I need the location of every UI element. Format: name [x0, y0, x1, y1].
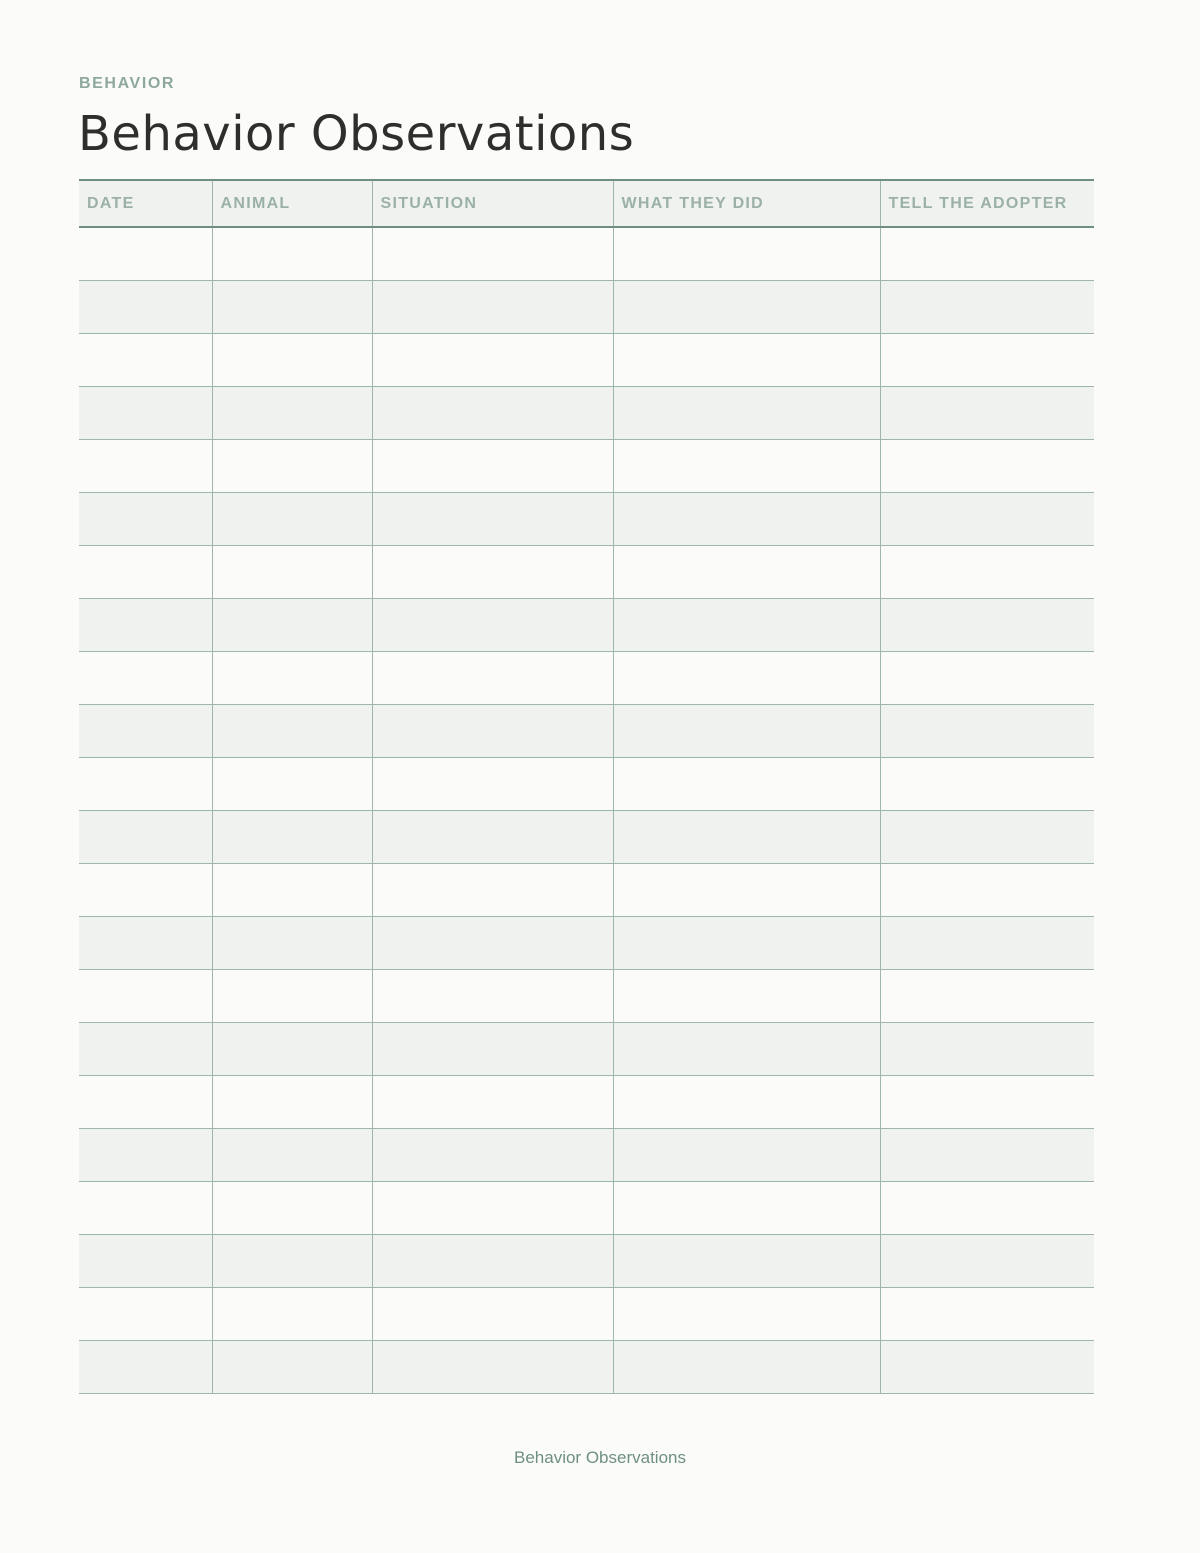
cell-situation[interactable]	[372, 970, 613, 1023]
table-row	[79, 1341, 1094, 1394]
table-row	[79, 227, 1094, 281]
table-header	[79, 180, 1094, 227]
column-header-situation: SITUATION	[372, 180, 613, 227]
cell-what-they-did[interactable]	[613, 1288, 880, 1341]
cell-what-they-did[interactable]	[613, 652, 880, 705]
table-row	[79, 281, 1094, 334]
cell-date[interactable]	[79, 599, 212, 652]
cell-tell-the-adopter[interactable]	[880, 1235, 1094, 1288]
cell-tell-the-adopter[interactable]	[880, 440, 1094, 493]
cell-situation[interactable]	[372, 811, 613, 864]
page-footer: Behavior Observations	[514, 1448, 686, 1467]
column-header-animal: ANIMAL	[212, 180, 372, 227]
cell-animal[interactable]	[212, 1235, 372, 1288]
table-row	[79, 599, 1094, 652]
cell-animal[interactable]	[212, 440, 372, 493]
column-header-tell-the-adopter: TELL THE ADOPTER	[880, 180, 1094, 227]
cell-tell-the-adopter[interactable]	[880, 970, 1094, 1023]
cell-date[interactable]	[79, 546, 212, 599]
cell-animal[interactable]	[212, 1023, 372, 1076]
cell-what-they-did[interactable]	[613, 970, 880, 1023]
cell-situation[interactable]	[372, 758, 613, 811]
cell-tell-the-adopter[interactable]	[880, 1341, 1094, 1394]
cell-tell-the-adopter[interactable]	[880, 493, 1094, 546]
table-body	[79, 227, 1094, 1394]
table-row	[79, 334, 1094, 387]
cell-tell-the-adopter[interactable]	[880, 1076, 1094, 1129]
table-row	[79, 705, 1094, 758]
cell-animal[interactable]	[212, 1341, 372, 1394]
cell-animal[interactable]	[212, 281, 372, 334]
cell-situation[interactable]	[372, 387, 613, 440]
cell-what-they-did[interactable]	[613, 1076, 880, 1129]
cell-situation[interactable]	[372, 334, 613, 387]
table-row	[79, 493, 1094, 546]
cell-date[interactable]	[79, 1341, 212, 1394]
cell-situation[interactable]	[372, 705, 613, 758]
cell-what-they-did[interactable]	[613, 387, 880, 440]
cell-situation[interactable]	[372, 440, 613, 493]
column-header-date: DATE	[79, 180, 212, 227]
cell-what-they-did[interactable]	[613, 1341, 880, 1394]
cell-animal[interactable]	[212, 599, 372, 652]
cell-what-they-did[interactable]	[613, 811, 880, 864]
table-row	[79, 1023, 1094, 1076]
cell-date[interactable]	[79, 1182, 212, 1235]
table-row	[79, 864, 1094, 917]
cell-situation[interactable]	[372, 1288, 613, 1341]
cell-situation[interactable]	[372, 599, 613, 652]
cell-situation[interactable]	[372, 546, 613, 599]
cell-situation[interactable]	[372, 1235, 613, 1288]
table-row	[79, 1076, 1094, 1129]
header-row	[79, 180, 1094, 227]
cell-situation[interactable]	[372, 1341, 613, 1394]
cell-tell-the-adopter[interactable]	[880, 227, 1094, 281]
cell-animal[interactable]	[212, 227, 372, 281]
cell-tell-the-adopter[interactable]	[880, 1182, 1094, 1235]
cell-date[interactable]	[79, 970, 212, 1023]
cell-animal[interactable]	[212, 811, 372, 864]
cell-tell-the-adopter[interactable]	[880, 546, 1094, 599]
cell-date[interactable]	[79, 705, 212, 758]
cell-what-they-did[interactable]	[613, 705, 880, 758]
cell-animal[interactable]	[212, 758, 372, 811]
cell-what-they-did[interactable]	[613, 758, 880, 811]
cell-what-they-did[interactable]	[613, 864, 880, 917]
table-row	[79, 811, 1094, 864]
cell-date[interactable]	[79, 334, 212, 387]
cell-tell-the-adopter[interactable]	[880, 917, 1094, 970]
cell-tell-the-adopter[interactable]	[880, 705, 1094, 758]
cell-tell-the-adopter[interactable]	[880, 334, 1094, 387]
cell-animal[interactable]	[212, 652, 372, 705]
cell-tell-the-adopter[interactable]	[880, 811, 1094, 864]
cell-what-they-did[interactable]	[613, 1129, 880, 1182]
cell-situation[interactable]	[372, 917, 613, 970]
cell-situation[interactable]	[372, 864, 613, 917]
cell-date[interactable]	[79, 652, 212, 705]
cell-date[interactable]	[79, 493, 212, 546]
cell-date[interactable]	[79, 227, 212, 281]
cell-what-they-did[interactable]	[613, 1023, 880, 1076]
cell-date[interactable]	[79, 440, 212, 493]
cell-animal[interactable]	[212, 864, 372, 917]
table-row	[79, 652, 1094, 705]
cell-animal[interactable]	[212, 493, 372, 546]
cell-what-they-did[interactable]	[613, 1182, 880, 1235]
cell-what-they-did[interactable]	[613, 599, 880, 652]
table-row	[79, 1288, 1094, 1341]
cell-what-they-did[interactable]	[613, 440, 880, 493]
cell-date[interactable]	[79, 1076, 212, 1129]
table-row	[79, 917, 1094, 970]
cell-animal[interactable]	[212, 334, 372, 387]
cell-situation[interactable]	[372, 227, 613, 281]
cell-tell-the-adopter[interactable]	[880, 1288, 1094, 1341]
cell-date[interactable]	[79, 281, 212, 334]
page-title: Behavior Observations	[78, 106, 635, 162]
cell-situation[interactable]	[372, 1129, 613, 1182]
cell-what-they-did[interactable]	[613, 546, 880, 599]
cell-tell-the-adopter[interactable]	[880, 599, 1094, 652]
cell-date[interactable]	[79, 1023, 212, 1076]
table-row	[79, 1235, 1094, 1288]
cell-animal[interactable]	[212, 917, 372, 970]
column-header-what-they-did: WHAT THEY DID	[613, 180, 880, 227]
cell-situation[interactable]	[372, 1023, 613, 1076]
cell-what-they-did[interactable]	[613, 334, 880, 387]
table-row	[79, 546, 1094, 599]
cell-animal[interactable]	[212, 546, 372, 599]
cell-date[interactable]	[79, 917, 212, 970]
cell-tell-the-adopter[interactable]	[880, 652, 1094, 705]
table-row	[79, 1129, 1094, 1182]
cell-what-they-did[interactable]	[613, 281, 880, 334]
cell-situation[interactable]	[372, 1182, 613, 1235]
cell-tell-the-adopter[interactable]	[880, 1023, 1094, 1076]
cell-date[interactable]	[79, 387, 212, 440]
cell-what-they-did[interactable]	[613, 1235, 880, 1288]
table-row	[79, 1182, 1094, 1235]
cell-situation[interactable]	[372, 652, 613, 705]
cell-date[interactable]	[79, 1288, 212, 1341]
cell-animal[interactable]	[212, 1288, 372, 1341]
cell-date[interactable]	[79, 1129, 212, 1182]
table-row	[79, 387, 1094, 440]
cell-what-they-did[interactable]	[613, 227, 880, 281]
cell-what-they-did[interactable]	[613, 917, 880, 970]
cell-tell-the-adopter[interactable]	[880, 281, 1094, 334]
cell-animal[interactable]	[212, 970, 372, 1023]
cell-tell-the-adopter[interactable]	[880, 1129, 1094, 1182]
cell-animal[interactable]	[212, 1076, 372, 1129]
cell-date[interactable]	[79, 758, 212, 811]
section-eyebrow: BEHAVIOR	[79, 75, 176, 92]
cell-animal[interactable]	[212, 387, 372, 440]
table-row	[79, 758, 1094, 811]
cell-date[interactable]	[79, 864, 212, 917]
cell-tell-the-adopter[interactable]	[880, 758, 1094, 811]
cell-animal[interactable]	[212, 1129, 372, 1182]
cell-situation[interactable]	[372, 493, 613, 546]
cell-animal[interactable]	[212, 705, 372, 758]
cell-situation[interactable]	[372, 1076, 613, 1129]
observation-table	[79, 179, 1094, 1394]
cell-animal[interactable]	[212, 1182, 372, 1235]
cell-date[interactable]	[79, 1235, 212, 1288]
cell-date[interactable]	[79, 811, 212, 864]
table-row	[79, 440, 1094, 493]
cell-what-they-did[interactable]	[613, 493, 880, 546]
cell-situation[interactable]	[372, 281, 613, 334]
cell-tell-the-adopter[interactable]	[880, 864, 1094, 917]
table-row	[79, 970, 1094, 1023]
cell-tell-the-adopter[interactable]	[880, 387, 1094, 440]
